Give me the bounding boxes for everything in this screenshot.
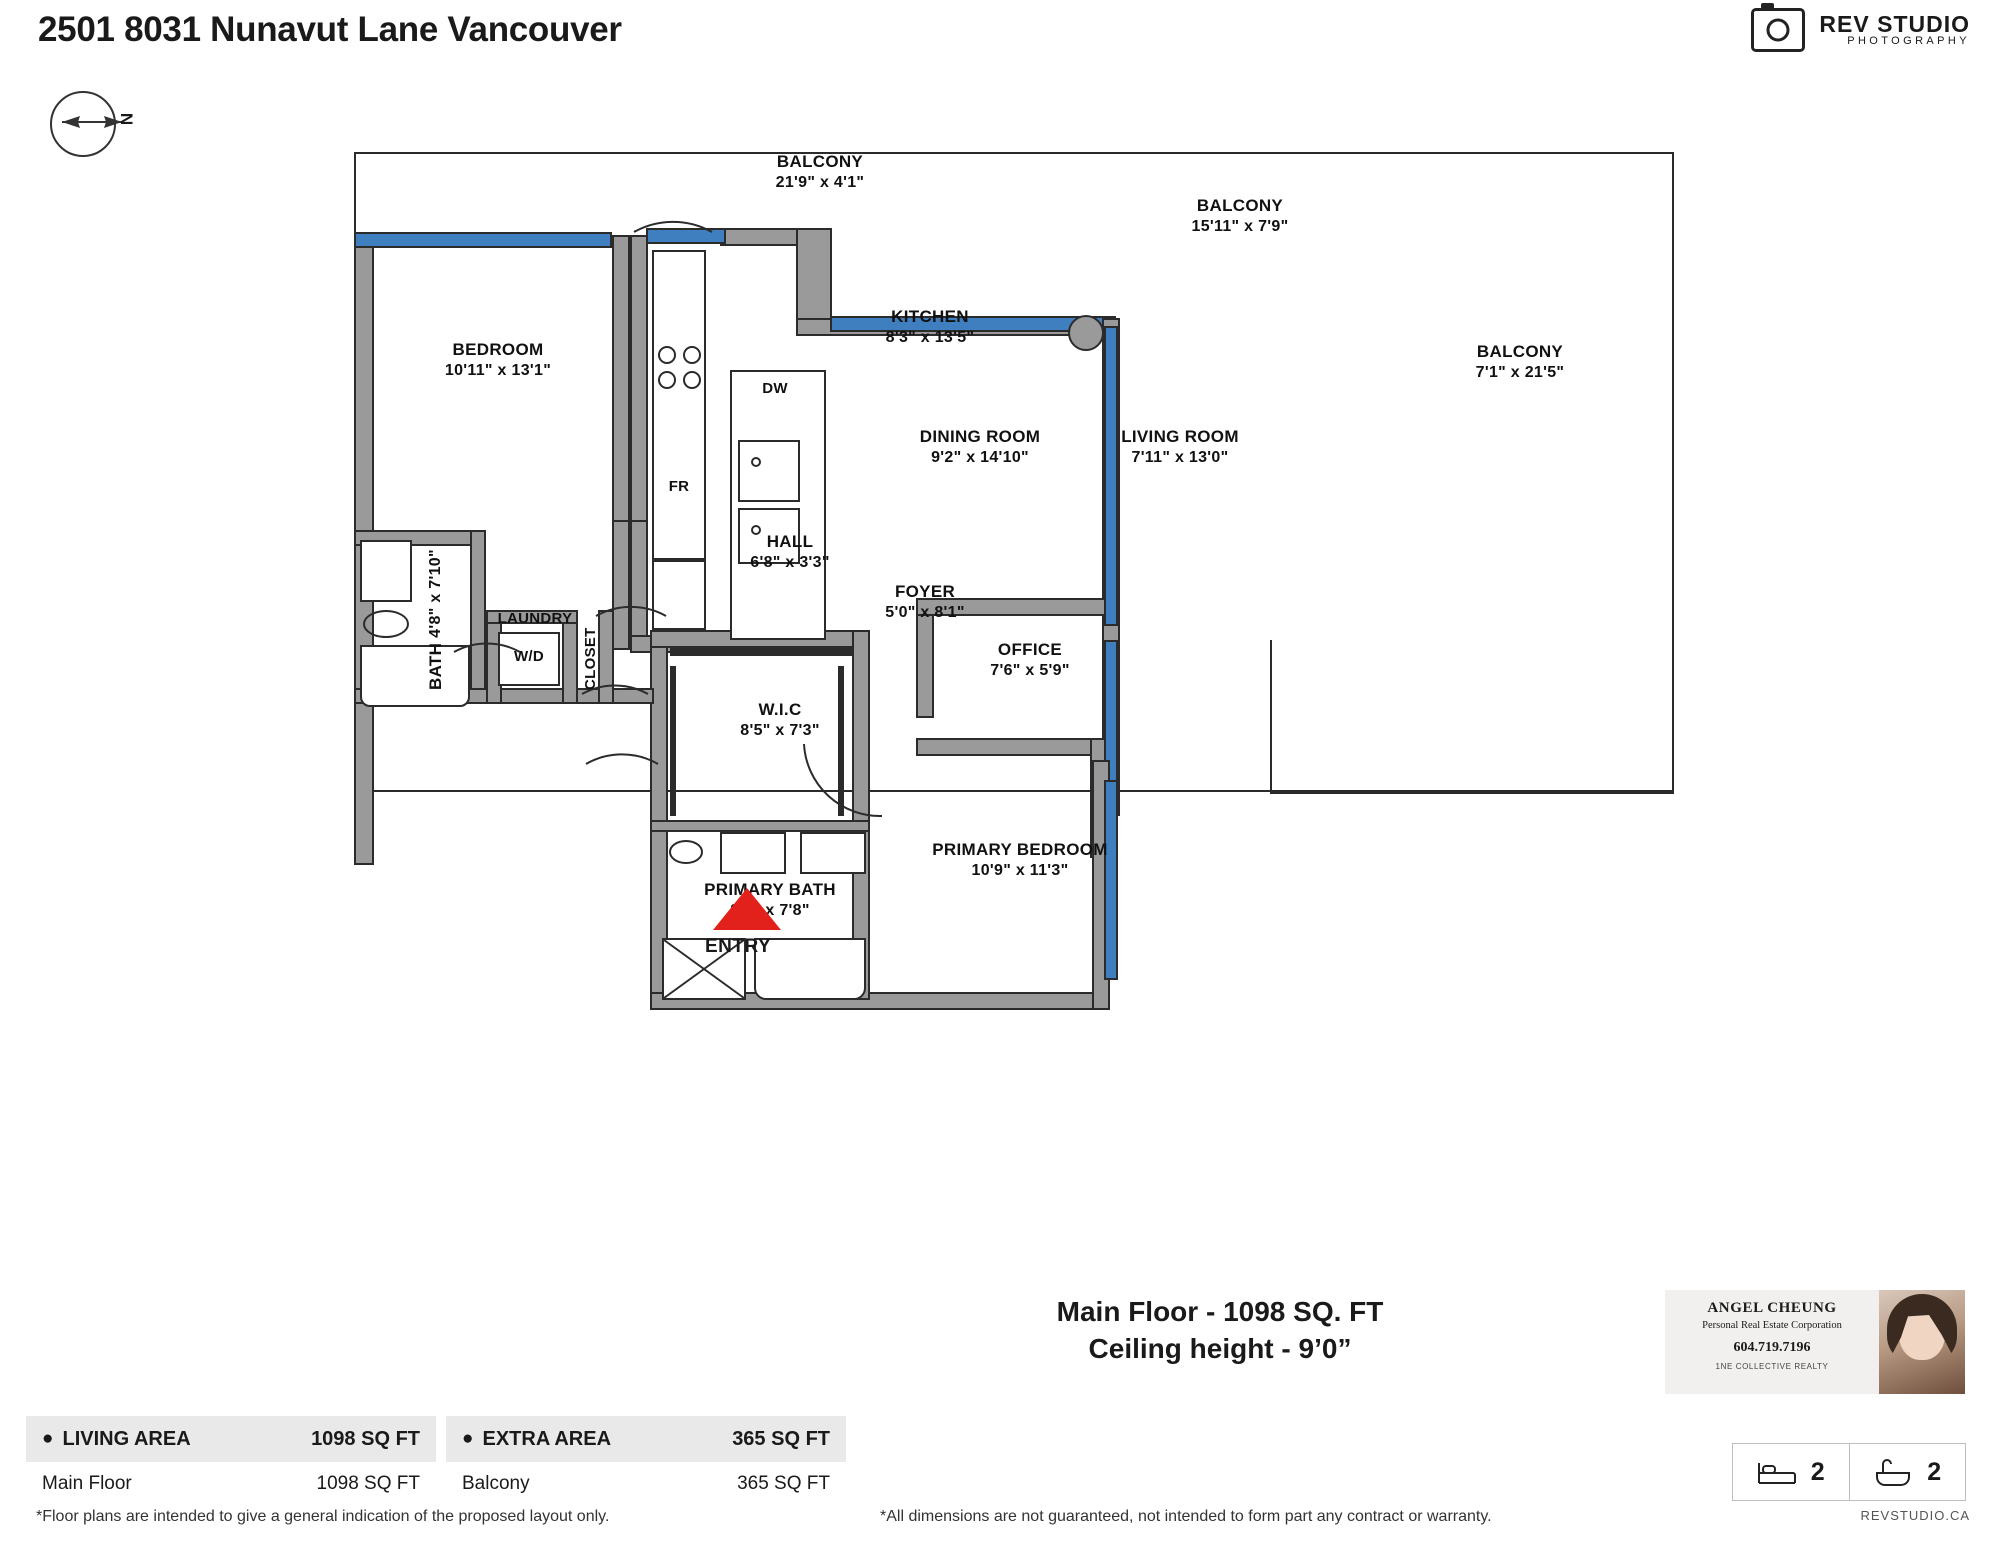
wall-bedroom-right bbox=[612, 235, 630, 565]
window-living-right bbox=[1104, 326, 1118, 626]
room-label-primary-bedroom: PRIMARY BEDROOM 10'9" x 11'3" bbox=[932, 840, 1108, 880]
room-label-bath: BATH 4'8" x 7'10" bbox=[426, 549, 445, 691]
door-primary bbox=[800, 740, 886, 820]
bed-icon bbox=[1757, 1459, 1797, 1485]
brand-logo bbox=[1751, 8, 1970, 52]
room-label-primary-bath: PRIMARY BATH 8'5" x 7'8" bbox=[704, 880, 836, 920]
living-area-row-value: 1098 SQ FT bbox=[316, 1473, 420, 1494]
floor-plan bbox=[330, 140, 1640, 1300]
camera-icon bbox=[1751, 8, 1805, 52]
floor-summary-ceiling: Ceiling height - 9’0” bbox=[1088, 1332, 1352, 1364]
compass-north-label: N bbox=[117, 112, 137, 126]
beds-count: 2 bbox=[1810, 1457, 1825, 1486]
agent-card bbox=[1665, 1290, 1965, 1394]
agent-company: 1NE COLLECTIVE REALTY bbox=[1715, 1362, 1829, 1371]
extra-area-total: 365 SQ FT bbox=[732, 1427, 830, 1450]
baths-cell bbox=[1850, 1444, 1966, 1500]
agent-name: ANGEL CHEUNG bbox=[1707, 1300, 1837, 1316]
entry-label: ENTRY bbox=[705, 936, 772, 957]
extra-area-header bbox=[446, 1416, 846, 1462]
living-area-table bbox=[26, 1416, 436, 1506]
room-label-office: OFFICE 7'6" x 5'9" bbox=[990, 640, 1070, 680]
vanity-bath bbox=[360, 540, 412, 602]
room-label-closet: CLOSET bbox=[582, 627, 599, 691]
column-marker bbox=[1068, 315, 1104, 351]
wic-shelf-left bbox=[670, 666, 676, 816]
living-area-row bbox=[26, 1462, 436, 1506]
room-label-balcony-3: BALCONY 7'1" x 21'5" bbox=[1475, 342, 1565, 382]
stove-burners-icon bbox=[652, 340, 708, 400]
primary-sink-left bbox=[720, 832, 786, 874]
extra-area-row-value: 365 SQ FT bbox=[737, 1473, 830, 1494]
balcony-outline-bottom bbox=[1270, 792, 1674, 794]
extra-area-row bbox=[446, 1462, 846, 1506]
kitchen-cabinet-run bbox=[652, 250, 706, 560]
wall-kitchen-left bbox=[630, 235, 648, 535]
balcony-outline-right bbox=[1270, 640, 1272, 794]
entry-marker-icon bbox=[713, 888, 781, 930]
beds-cell bbox=[1733, 1444, 1849, 1500]
beds-baths-badge bbox=[1732, 1443, 1966, 1501]
bath-icon bbox=[1873, 1457, 1913, 1487]
disclaimer-left: *Floor plans are intended to give a general indication of the proposed layout only. bbox=[36, 1508, 610, 1525]
footer-website: REVSTUDIO.CA bbox=[1860, 1508, 1970, 1523]
room-label-bedroom: BEDROOM 10'11" x 13'1" bbox=[444, 340, 552, 380]
room-label-laundry: LAUNDRY bbox=[497, 610, 573, 627]
living-area-row-label: Main Floor bbox=[42, 1473, 132, 1494]
room-label-living: LIVING ROOM 7'11" x 13'0" bbox=[1121, 427, 1239, 467]
agent-avatar bbox=[1879, 1290, 1965, 1394]
page-title: 2501 8031 Nunavut Lane Vancouver bbox=[38, 10, 622, 49]
wic-shelf-top bbox=[670, 648, 852, 656]
extra-area-label: EXTRA AREA bbox=[482, 1427, 612, 1450]
agent-phone: 604.719.7196 bbox=[1733, 1340, 1811, 1355]
floor-summary-area: Main Floor - 1098 SQ. FT bbox=[1056, 1296, 1384, 1327]
wall-office-bottom bbox=[916, 738, 1106, 756]
door-bedroom bbox=[592, 540, 670, 620]
room-label-balcony-2: BALCONY 15'11" x 7'9" bbox=[1191, 196, 1289, 236]
window-bedroom bbox=[354, 232, 612, 248]
appliance-label-wd: W/D bbox=[513, 648, 545, 665]
compass-icon bbox=[44, 85, 154, 165]
living-area-total: 1098 SQ FT bbox=[311, 1427, 420, 1450]
primary-toilet-icon bbox=[664, 830, 712, 876]
room-label-wic: W.I.C 8'5" x 7'3" bbox=[740, 700, 820, 740]
door-balcony bbox=[630, 170, 716, 236]
appliance-label-fr: FR bbox=[668, 478, 690, 495]
living-area-header bbox=[26, 1416, 436, 1462]
brand-subtitle: PHOTOGRAPHY bbox=[1847, 35, 1970, 48]
extra-area-table bbox=[446, 1416, 846, 1506]
room-label-foyer: FOYER 5'0" x 8'1" bbox=[885, 582, 965, 622]
living-area-label: LIVING AREA bbox=[62, 1427, 191, 1450]
disclaimer-right: *All dimensions are not guaranteed, not intended to form part any contract or warranty. bbox=[880, 1508, 1492, 1525]
room-label-balcony-1: BALCONY 21'9" x 4'1" bbox=[775, 152, 865, 192]
room-label-kitchen: KITCHEN 8'3" x 13'5" bbox=[885, 307, 975, 347]
room-label-hall: HALL 6'8" x 3'3" bbox=[750, 532, 830, 572]
floor-summary bbox=[985, 1294, 1455, 1368]
brand-name: REV STUDIO bbox=[1819, 11, 1970, 38]
bullet-icon: ● bbox=[42, 1428, 54, 1449]
room-label-dining: DINING ROOM 9'2" x 14'10" bbox=[919, 427, 1041, 467]
extra-area-row-label: Balcony bbox=[462, 1473, 530, 1494]
appliance-label-dw: DW bbox=[762, 380, 788, 397]
baths-count: 2 bbox=[1927, 1457, 1942, 1486]
bullet-icon: ● bbox=[462, 1428, 474, 1449]
toilet-icon bbox=[354, 600, 414, 648]
agent-role: Personal Real Estate Corporation bbox=[1702, 1320, 1842, 1331]
primary-sink-right bbox=[800, 832, 866, 874]
